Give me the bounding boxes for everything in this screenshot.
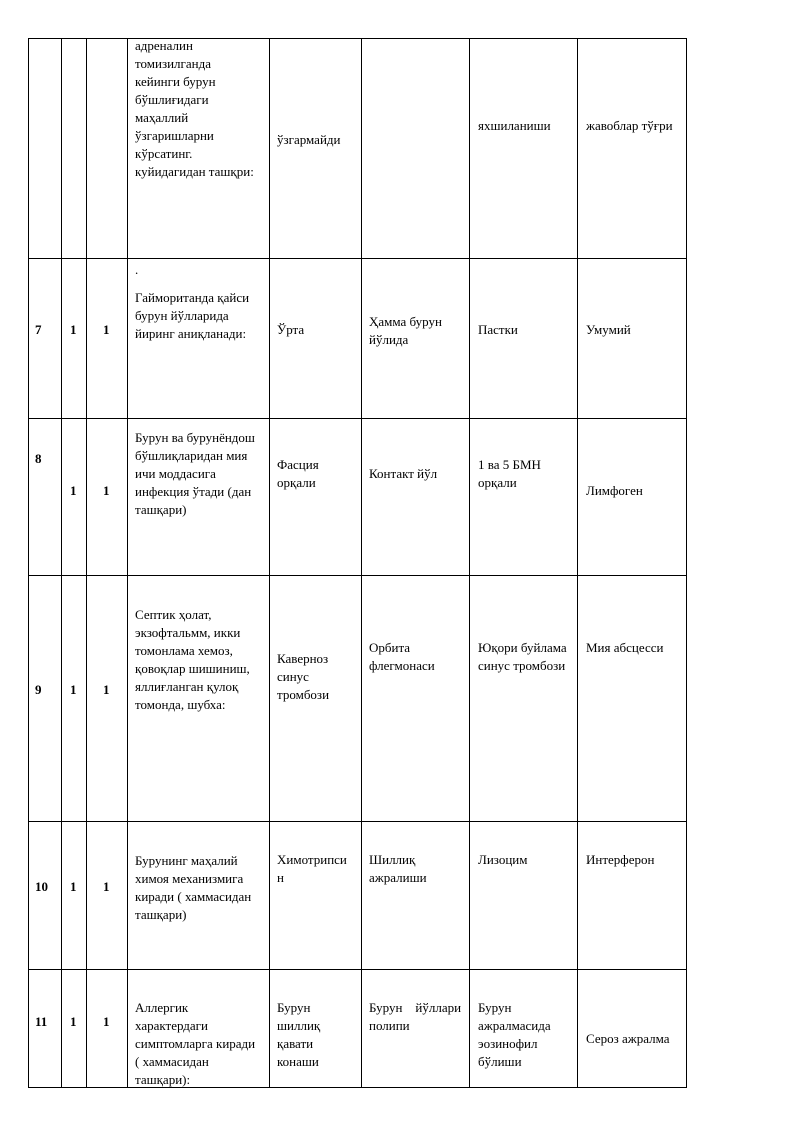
table-row (29, 970, 687, 1088)
col3-value: 1 (103, 483, 110, 498)
col2-value: 1 (70, 879, 77, 894)
col3-value: 1 (103, 322, 110, 337)
answer-b-text: Шиллиқ ажралиши (369, 852, 427, 885)
number-cell (29, 39, 62, 259)
col2-value: 1 (70, 682, 77, 697)
col2-cell (62, 576, 87, 822)
answer-b-text: Бурун йўллари полипи (369, 1000, 462, 1033)
questions-table (28, 38, 687, 1088)
answer-c-text: Пастки (478, 322, 518, 337)
answer-c-text: Бурун ажралмасида эозинофил бўлиши (478, 1000, 551, 1069)
answer-a-cell (270, 970, 362, 1088)
col2-value: 1 (70, 322, 77, 337)
question-text: адреналин томизилганда кейинги бурун бўшлиғидаги маҳаллий ўзгаришларни кўрсатинг. куйидагидан ташқри: (135, 38, 254, 179)
question-text: Бурун ва бурунёндош бўшлиқларидан мия ичи моддасига инфекция ўтади (дан ташқари) (135, 430, 255, 517)
row-number: 7 (35, 322, 42, 337)
answer-c-cell (470, 419, 578, 576)
col3-cell (87, 259, 128, 419)
answer-c-cell (470, 576, 578, 822)
answer-b-text: Ҳамма бурун йўлида (369, 314, 442, 347)
col3-cell (87, 970, 128, 1088)
question-cell (128, 39, 270, 259)
number-cell (29, 419, 62, 576)
answer-a-cell (270, 259, 362, 419)
table-row (29, 39, 687, 259)
answer-a-text: Ўрта (277, 322, 305, 337)
question-prefix: . (135, 262, 139, 277)
col2-cell (62, 822, 87, 970)
col3-cell (87, 576, 128, 822)
answer-d-cell (578, 259, 687, 419)
number-cell (29, 259, 62, 419)
col2-cell (62, 39, 87, 259)
question-text: Бурунинг маҳалий химоя механизмига киради ( хаммасидан ташқари) (135, 853, 252, 922)
answer-c-cell (470, 39, 578, 259)
answer-d-cell (578, 822, 687, 970)
col3-value: 1 (103, 682, 110, 697)
col2-cell (62, 970, 87, 1088)
answer-b-text: Контакт йўл (369, 466, 438, 481)
answer-d-text: Мия абсцесси (586, 640, 664, 655)
answer-c-text: яхшиланиши (478, 118, 551, 133)
question-cell (128, 419, 270, 576)
table-row (29, 576, 687, 822)
table-row (29, 259, 687, 419)
answer-b-cell (362, 576, 470, 822)
col3-value: 1 (103, 1014, 110, 1029)
answer-c-text: 1 ва 5 БМН орқали (478, 457, 541, 490)
answer-a-text: ўзгармайди (277, 132, 341, 147)
row-number: 9 (35, 682, 42, 697)
question-cell (128, 576, 270, 822)
col2-value: 1 (70, 1014, 77, 1029)
number-cell (29, 970, 62, 1088)
answer-d-text: Умумий (586, 322, 631, 337)
answer-a-cell (270, 576, 362, 822)
table-row (29, 419, 687, 576)
answer-a-cell (270, 822, 362, 970)
table-row (29, 822, 687, 970)
answer-a-cell (270, 419, 362, 576)
answer-a-text: Химотрипси н (277, 852, 347, 885)
col3-cell (87, 39, 128, 259)
answer-d-cell (578, 39, 687, 259)
col2-value: 1 (70, 483, 77, 498)
number-cell (29, 576, 62, 822)
answer-c-cell (470, 259, 578, 419)
question-text: Септик ҳолат, экзофтальмм, икки томонлама хемоз, қовоқлар шишиниш, яллиғланган қулоқ томонда, шубха: (135, 607, 250, 712)
col3-value: 1 (103, 879, 110, 894)
question-text: Аллергик характердаги симптомларга киради ( хаммасидан ташқари): (135, 1000, 256, 1087)
answer-c-cell (470, 970, 578, 1088)
answer-d-cell (578, 970, 687, 1088)
answer-a-text: Бурун шиллиқ қавати конаши (277, 1000, 321, 1069)
answer-d-text: Лимфоген (586, 483, 643, 498)
col2-cell (62, 259, 87, 419)
answer-c-text: Лизоцим (478, 852, 528, 867)
answer-c-text: Юқори буйлама синус тромбози (478, 640, 567, 673)
answer-d-text: Интерферон (586, 852, 655, 867)
answer-d-cell (578, 419, 687, 576)
answer-c-cell (470, 822, 578, 970)
row-number: 10 (35, 879, 48, 894)
answer-a-cell (270, 39, 362, 259)
question-text: Гаймоританда қайси бурун йўлларида йиринг аниқланади: (135, 290, 250, 341)
answer-b-text: Орбита флегмонаси (369, 640, 435, 673)
question-cell (128, 822, 270, 970)
answer-d-cell (578, 576, 687, 822)
row-number: 8 (35, 451, 42, 466)
answer-b-cell (362, 822, 470, 970)
answer-a-text: Фасция орқали (277, 457, 319, 490)
row-number: 11 (35, 1014, 48, 1029)
col2-cell (62, 419, 87, 576)
question-cell (128, 259, 270, 419)
answer-b-cell (362, 970, 470, 1088)
answer-d-text: Сероз ажралма (586, 1031, 670, 1046)
answer-b-cell (362, 39, 470, 259)
answer-b-cell (362, 419, 470, 576)
col3-cell (87, 822, 128, 970)
answer-a-text: Каверноз синус тромбози (277, 651, 330, 702)
col3-cell (87, 419, 128, 576)
number-cell (29, 822, 62, 970)
answer-d-text: жавоблар тўғри (586, 118, 673, 133)
question-cell (128, 970, 270, 1088)
answer-b-cell (362, 259, 470, 419)
